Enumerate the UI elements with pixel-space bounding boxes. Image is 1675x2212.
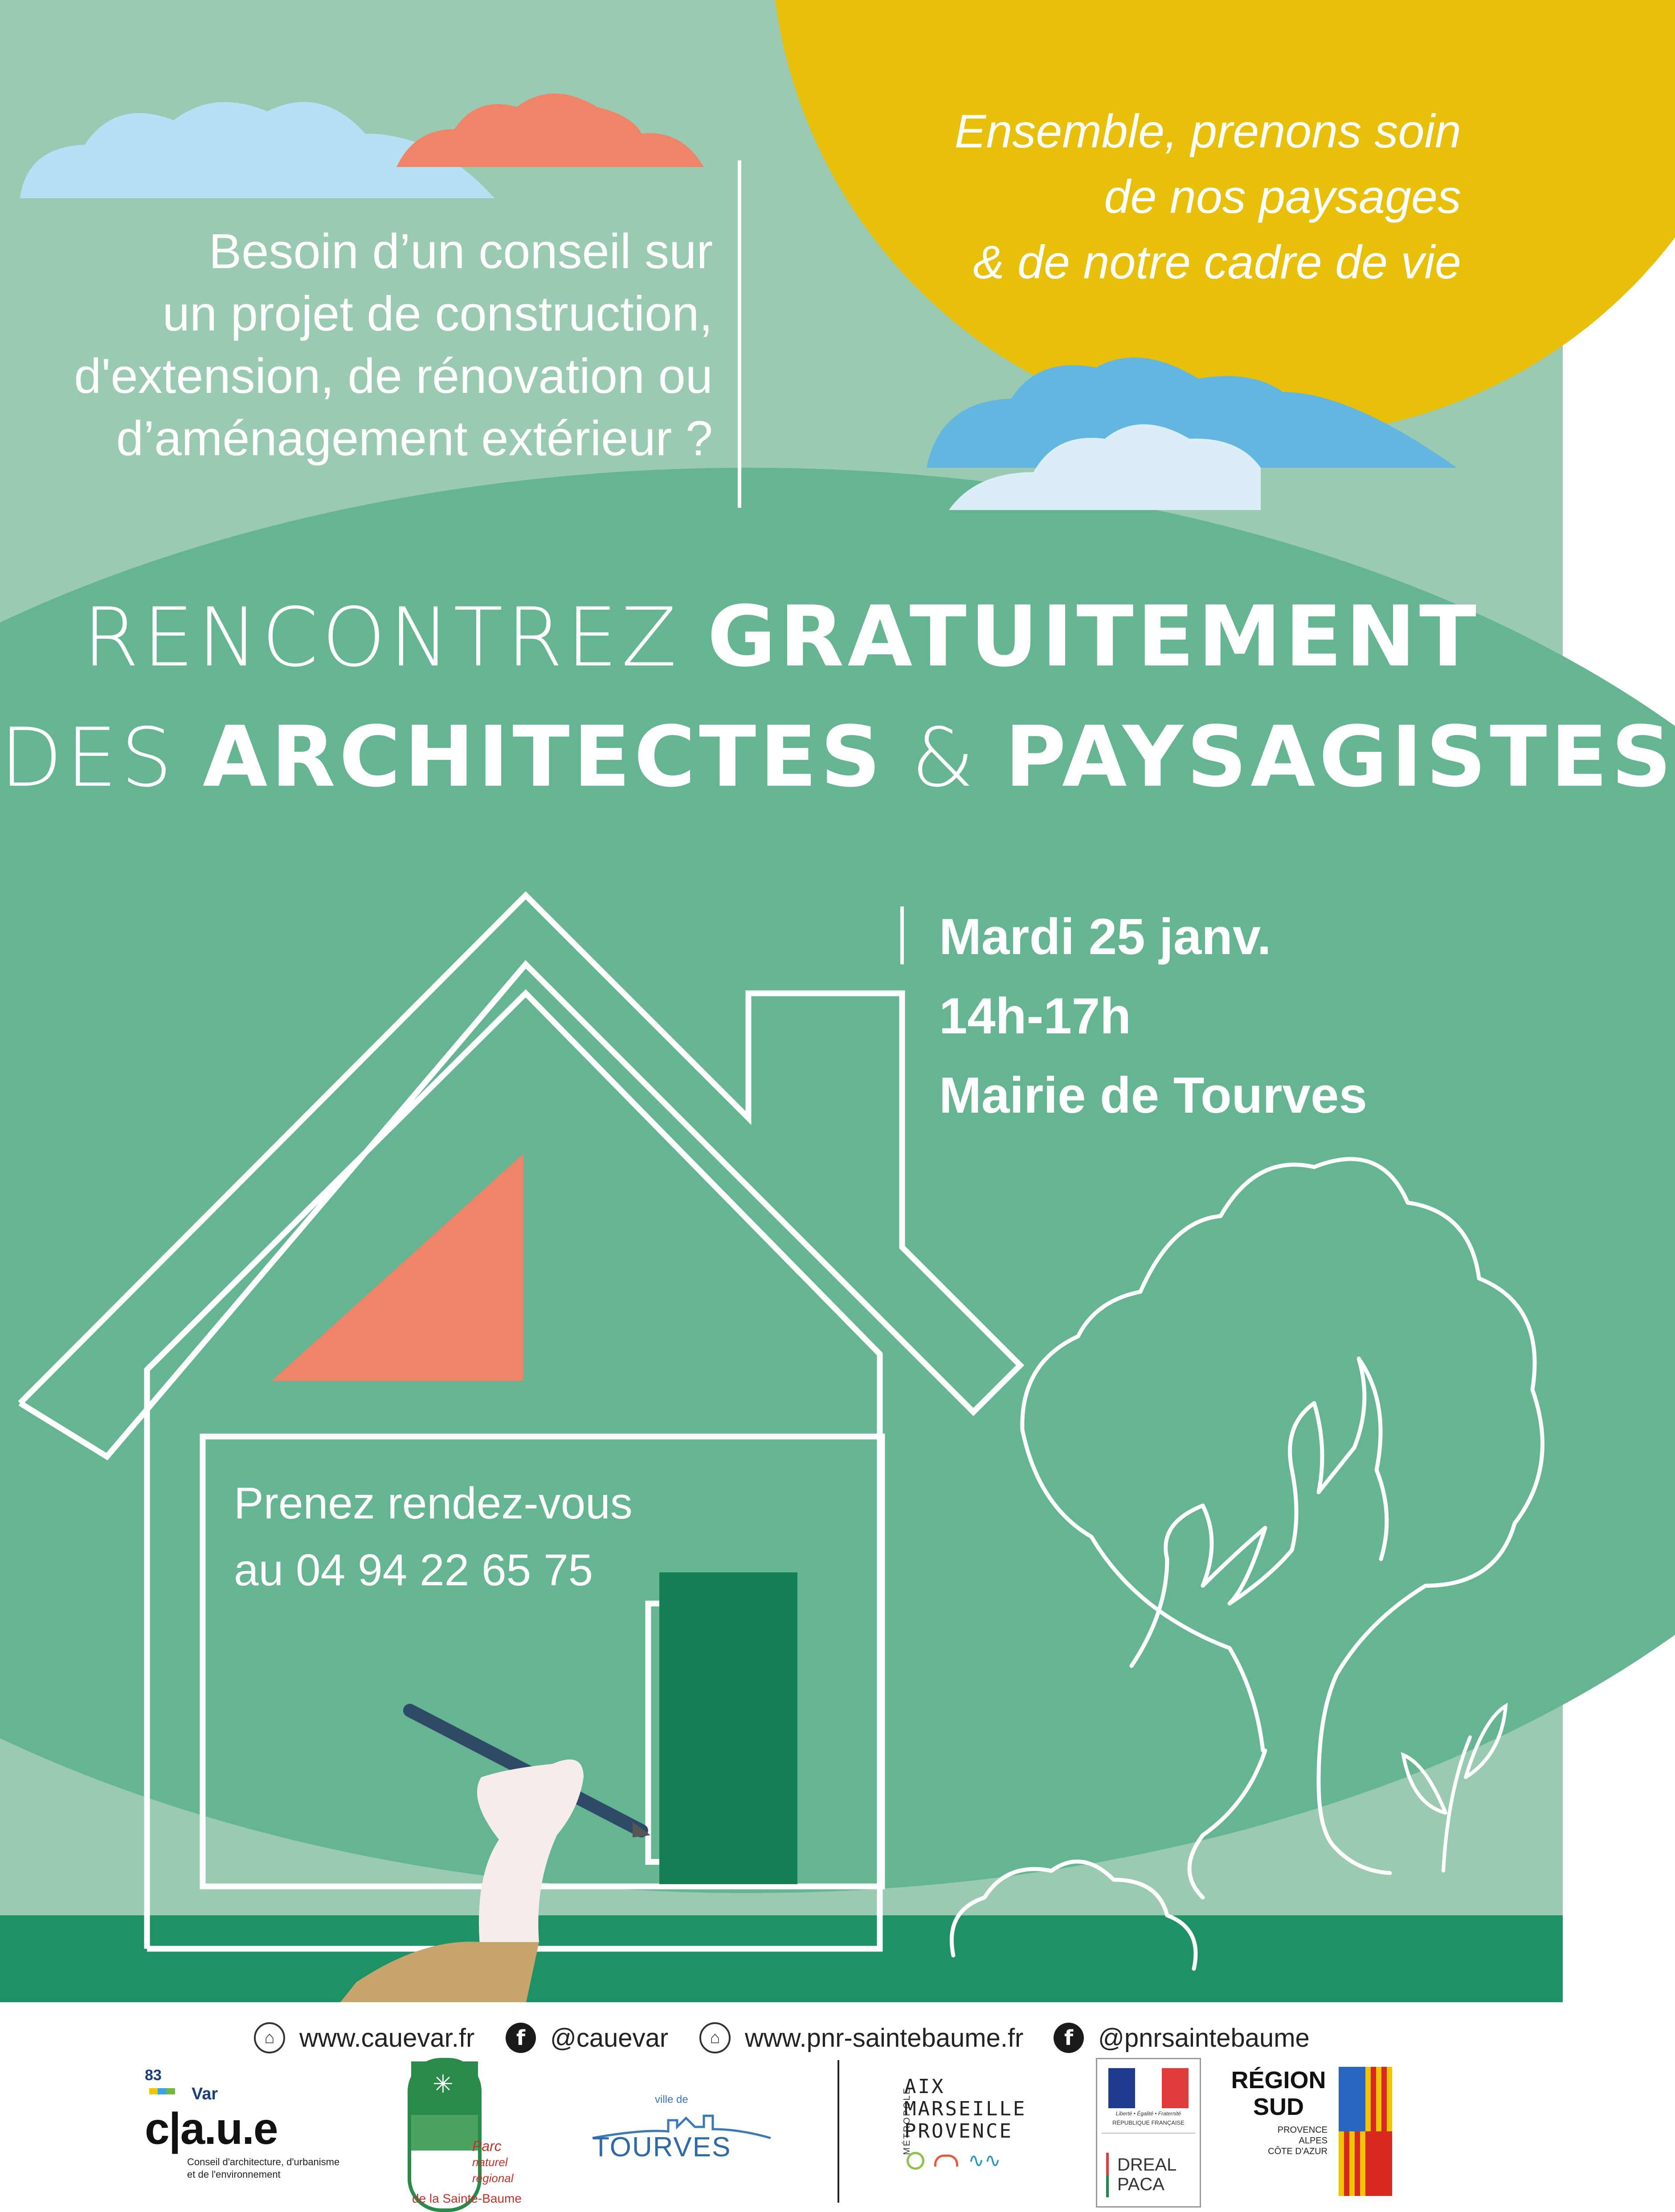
headline-word-bold: ARCHITECTES <box>202 708 885 806</box>
dreal-text <box>1117 2155 1177 2194</box>
metropole-arch-icon <box>934 2155 958 2167</box>
region-sub <box>1230 2125 1328 2157</box>
contact-website-pnr[interactable] <box>699 2018 1023 2058</box>
region-sub-line: CÔTE D'AZUR <box>1268 2147 1328 2156</box>
region-line: RÉGION <box>1231 2067 1326 2094</box>
caue-number: 83 <box>145 2067 162 2084</box>
pnr-text-line: régional <box>472 2171 514 2185</box>
region-sub-line: ALPES <box>1299 2136 1328 2146</box>
region-text <box>1230 2067 1328 2120</box>
region-line: SUD <box>1253 2094 1304 2120</box>
caue-color-bar <box>149 2088 175 2094</box>
facebook-icon: f <box>1054 2023 1084 2053</box>
headline-word: DES <box>0 710 176 805</box>
pnr-text <box>472 2138 514 2186</box>
contact-text[interactable]: @cauevar <box>550 2023 669 2053</box>
contact-text[interactable]: www.pnr-saintebaume.fr <box>745 2023 1024 2053</box>
metropole-circle-icon <box>907 2152 924 2170</box>
pnr-emblem-mid <box>411 2115 478 2151</box>
tagline-line: & de notre cadre de vie <box>972 236 1461 289</box>
metropole-marks <box>907 2149 1001 2172</box>
question-line: un projet de construction, <box>162 286 713 341</box>
dreal-motto: Liberté • Égalité • Fraternité <box>1115 2110 1181 2117</box>
pnr-star-icon: ✳ <box>433 2070 453 2098</box>
facebook-icon: f <box>506 2023 536 2053</box>
event-date: Mardi 25 janv. <box>939 909 1271 965</box>
dreal-divider <box>1102 2133 1195 2134</box>
question-line: Besoin d’un conseil sur <box>208 224 713 279</box>
dreal-logo <box>1096 2058 1201 2208</box>
headline-ampersand: & <box>911 710 978 805</box>
logo-divider <box>838 2060 839 2203</box>
caue-subtitle <box>187 2156 339 2181</box>
french-flag-icon <box>1108 2068 1189 2108</box>
region-sud-logo <box>1230 2067 1426 2200</box>
event-time: 14h-17h <box>939 988 1131 1045</box>
pnr-text-line: naturel <box>472 2155 508 2169</box>
metropole-line: MARSEILLE <box>904 2098 1027 2120</box>
headline-word: RENCONTREZ <box>82 590 681 685</box>
tourves-name: TOURVES <box>592 2132 731 2163</box>
appointment-phone: au 04 94 22 65 75 <box>234 1545 593 1595</box>
headline-word-bold: PAYSAGISTES <box>1005 708 1675 806</box>
dreal-color-bar <box>1106 2153 1109 2197</box>
caue-dept: Var <box>192 2085 218 2103</box>
pnr-emblem <box>408 2058 482 2212</box>
event-place: Mairie de Tourves <box>939 1067 1367 1124</box>
appointment-line: Prenez rendez-vous <box>234 1478 633 1528</box>
house-globe-icon: ⌂ <box>699 2022 731 2053</box>
metropole-wave-icon: ∿∿ <box>968 2150 1001 2171</box>
metropole-side: MÉTROPOLE <box>902 2087 912 2155</box>
house-globe-icon: ⌂ <box>254 2022 285 2053</box>
contact-facebook-caue[interactable] <box>506 2018 668 2058</box>
tagline-line: Ensemble, prenons soin <box>954 105 1461 158</box>
tourves-logo <box>588 2094 775 2183</box>
dreal-republic: RÉPUBLIQUE FRANÇAISE <box>1112 2119 1185 2126</box>
question-line: d'extension, de rénovation ou <box>74 349 713 404</box>
dreal-line: PACA <box>1117 2175 1164 2194</box>
ground-strip <box>0 1915 1563 2004</box>
metropole-text <box>904 2076 1026 2143</box>
contact-website-caue[interactable] <box>254 2018 474 2058</box>
door <box>659 1572 797 1884</box>
tourves-small: ville de <box>655 2094 688 2106</box>
pnr-text-line: de la Sainte-Baume <box>412 2192 522 2205</box>
pnr-text-line: Parc <box>472 2138 502 2154</box>
headline-line-1 <box>0 588 1563 686</box>
metropole-line: PROVENCE <box>904 2120 1013 2143</box>
appointment-info <box>234 1470 633 1604</box>
tagline <box>869 99 1461 295</box>
question-line: d’aménagement extérieur ? <box>116 411 713 466</box>
headline-word-bold: GRATUITEMENT <box>707 588 1480 686</box>
caue-name: c|a.u.e <box>145 2104 278 2154</box>
pnr-logo <box>403 2058 522 2207</box>
tagline-line: de nos paysages <box>1104 171 1461 223</box>
headline-line-2 <box>0 708 1675 806</box>
region-sub-line: PROVENCE <box>1277 2125 1328 2135</box>
dreal-line: DREAL <box>1117 2155 1177 2175</box>
advice-question <box>67 220 713 470</box>
contact-facebook-pnr[interactable] <box>1054 2018 1310 2058</box>
caue-subtitle-line: et de l'environnement <box>187 2169 281 2180</box>
contact-text[interactable]: www.cauevar.fr <box>299 2023 475 2053</box>
region-shield-icon <box>1339 2067 1392 2196</box>
caue-subtitle-line: Conseil d'architecture, d'urbanisme <box>187 2156 340 2167</box>
contact-text[interactable]: @pnrsaintebaume <box>1098 2023 1310 2053</box>
caue-logo <box>145 2067 340 2200</box>
metropole-line: AIX <box>904 2075 945 2098</box>
event-details <box>939 898 1367 1135</box>
metropole-logo <box>891 2076 1069 2192</box>
